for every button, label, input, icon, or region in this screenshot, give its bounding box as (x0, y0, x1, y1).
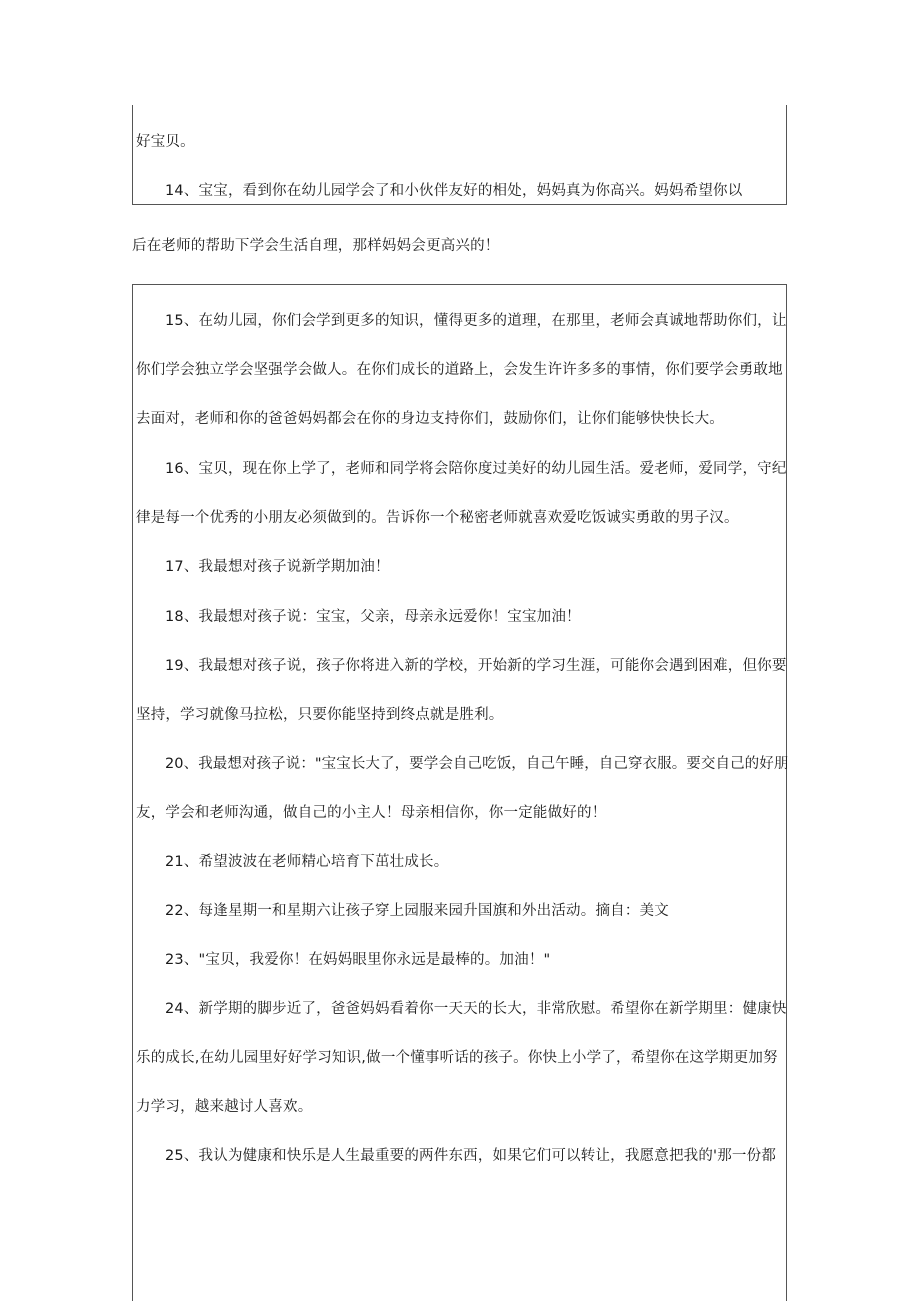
paragraph-line: 你们学会独立学会坚强学会做人。在你们成长的道路上，会发生许许多多的事情，你们要学会勇敢地 (136, 362, 783, 378)
paragraph-line: 18、我最想对孩子说：宝宝，父亲，母亲永远爱你！宝宝加油！ (165, 609, 581, 625)
paragraph-line: 25、我认为健康和快乐是人生最重要的两件东西，如果它们可以转让，我愿意把我的'那一份都 (165, 1148, 777, 1164)
paragraph-line: 20、我最想对孩子说："宝宝长大了，要学会自己吃饭，自己午睡，自己穿衣服。要交自己的好朋 (165, 756, 789, 772)
paragraph-line: 15、在幼儿园，你们会学到更多的知识，懂得更多的道理，在那里，老师会真诚地帮助你们，让 (165, 313, 787, 329)
paragraph-line: 14、宝宝，看到你在幼儿园学会了和小伙伴友好的相处，妈妈真为你高兴。妈妈希望你以 (165, 183, 743, 199)
paragraph-line: 16、宝贝，现在你上学了，老师和同学将会陪你度过美好的幼儿园生活。爱老师，爱同学，守纪 (165, 461, 787, 477)
paragraph-line: 23、"宝贝，我爱你！在妈妈眼里你永远是最棒的。加油！" (165, 952, 551, 968)
paragraph-line: 律是每一个优秀的小朋友必须做到的。告诉你一个秘密老师就喜欢爱吃饭诚实勇敢的男子汉。 (136, 510, 739, 526)
paragraph-line: 22、每逢星期一和星期六让孩子穿上园服来园升国旗和外出活动。摘自：美文 (165, 903, 669, 919)
paragraph-line: 去面对，老师和你的爸爸妈妈都会在你的身边支持你们，鼓励你们，让你们能够快快长大。 (136, 411, 724, 427)
paragraph-line: 坚持，学习就像马拉松，只要你能坚持到终点就是胜利。 (136, 707, 504, 723)
paragraph-line: 21、希望波波在老师精心培育下茁壮成长。 (165, 854, 449, 870)
paragraph-line: 19、我最想对孩子说，孩子你将进入新的学校，开始新的学习生涯，可能你会遇到困难，但你要 (165, 658, 787, 674)
paragraph-line: 后在老师的帮助下学会生活自理，那样妈妈会更高兴的！ (132, 238, 500, 254)
paragraph-line: 乐的成长,在幼儿园里好好学习知识,做一个懂事听话的孩子。你快上小学了，希望你在这学期更加努 (136, 1050, 778, 1066)
paragraph-line: 24、新学期的脚步近了，爸爸妈妈看着你一天天的长大，非常欣慰。希望你在新学期里：健康快 (165, 1001, 787, 1017)
paragraph-line: 友，学会和老师沟通，做自己的小主人！母亲相信你，你一定能做好的！ (136, 805, 607, 821)
paragraph-line: 好宝贝。 (136, 134, 195, 150)
paragraph-line: 17、我最想对孩子说新学期加油！ (165, 559, 390, 575)
paragraph-line: 力学习，越来越讨人喜欢。 (136, 1099, 313, 1115)
